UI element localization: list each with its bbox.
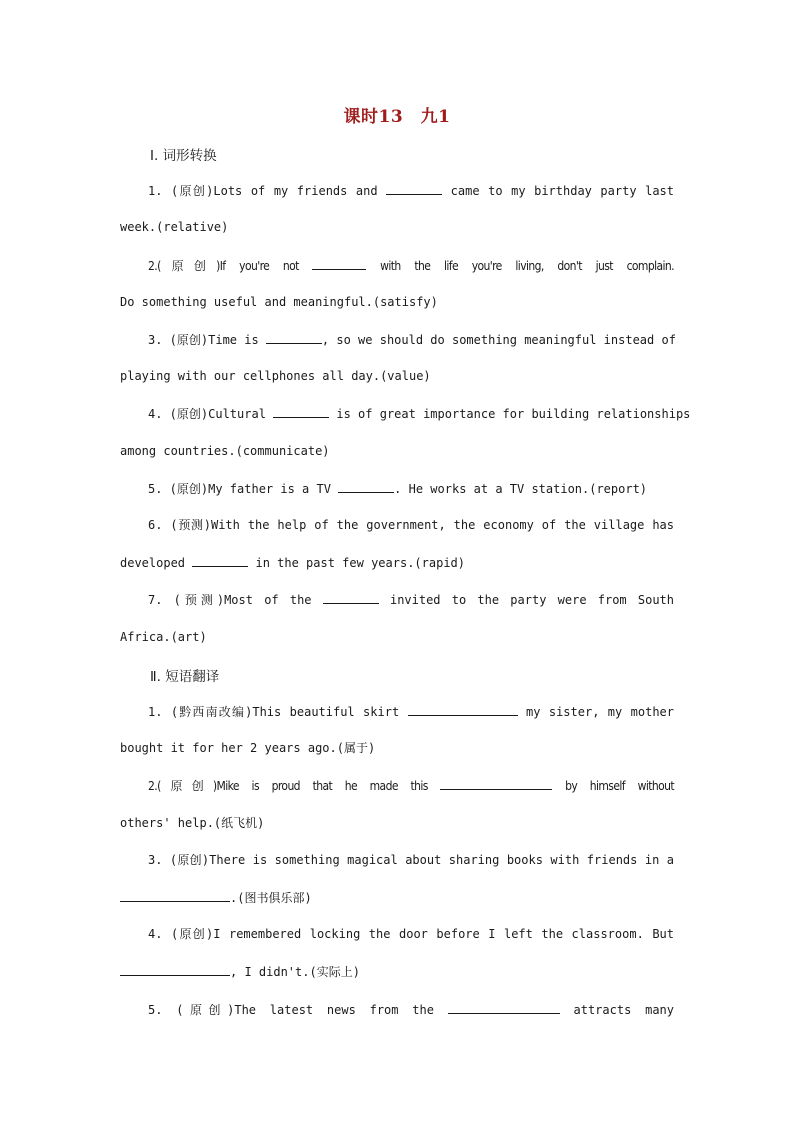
question-2-line-2: Do something useful and meaningful.(satisfy) [120, 295, 438, 309]
question-2-line-1: 2.(原创)If you're not with the life you're living, don't just complain. [148, 259, 674, 273]
question-1-line-1: 1. (原创)Lots of my friends and came to my birthday party last [148, 184, 674, 198]
answer-blank[interactable] [386, 182, 442, 195]
translation-5-line-1: 5. (原创)The latest news from the attracts many [148, 1003, 674, 1017]
answer-blank[interactable] [266, 331, 322, 344]
question-6-line-1: 6. (预测)With the help of the government, the economy of the village has [148, 518, 674, 532]
section-heading-phrase-translation: Ⅱ. 短语翻译 [150, 669, 220, 685]
page-title: 课时13 九1 [343, 107, 451, 127]
answer-blank[interactable] [323, 591, 379, 604]
question-3-line-1: 3. (原创)Time is , so we should do something meaningful instead of [148, 333, 676, 347]
question-4-line-2: among countries.(communicate) [120, 444, 330, 458]
answer-blank[interactable] [440, 777, 552, 790]
question-6-line-2: developed in the past few years.(rapid) [120, 556, 465, 570]
translation-1-line-2: bought it for her 2 years ago.(属于) [120, 741, 376, 755]
question-5-line-1: 5. (原创)My father is a TV . He works at a TV station.(report) [148, 482, 648, 496]
question-4-line-1: 4. (原创)Cultural is of great importance for building relationships [148, 407, 691, 421]
translation-4-line-2: , I didn't.(实际上) [120, 963, 674, 980]
answer-blank[interactable] [312, 257, 366, 270]
question-1-line-2: week.(relative) [120, 220, 229, 234]
answer-blank[interactable] [448, 1001, 560, 1014]
answer-blank[interactable] [192, 554, 248, 567]
translation-4-line-1: 4. (原创)I remembered locking the door before I left the classroom. But [148, 927, 674, 941]
translation-3-line-2: .(图书俱乐部) [120, 889, 674, 906]
translation-1-line-1: 1. (黔西南改编)This beautiful skirt my sister, my mother [148, 705, 675, 719]
answer-blank[interactable] [273, 405, 329, 418]
answer-blank[interactable] [408, 703, 518, 716]
translation-2-line-1: 2.(原创)Mike is proud that he made this by himself without [148, 779, 674, 793]
answer-blank[interactable] [120, 963, 230, 976]
question-3-line-2: playing with our cellphones all day.(value) [120, 369, 431, 383]
question-7-line-1: 7. (预测)Most of the invited to the party were from South [148, 593, 674, 607]
translation-3-line-1: 3. (原创)There is something magical about sharing books with friends in a [148, 853, 674, 867]
answer-blank[interactable] [338, 480, 394, 493]
answer-blank[interactable] [120, 889, 230, 902]
translation-2-line-2: others' help.(纸飞机) [120, 816, 265, 830]
question-7-line-2: Africa.(art) [120, 630, 207, 644]
section-heading-word-forms: Ⅰ. 词形转换 [150, 148, 217, 164]
